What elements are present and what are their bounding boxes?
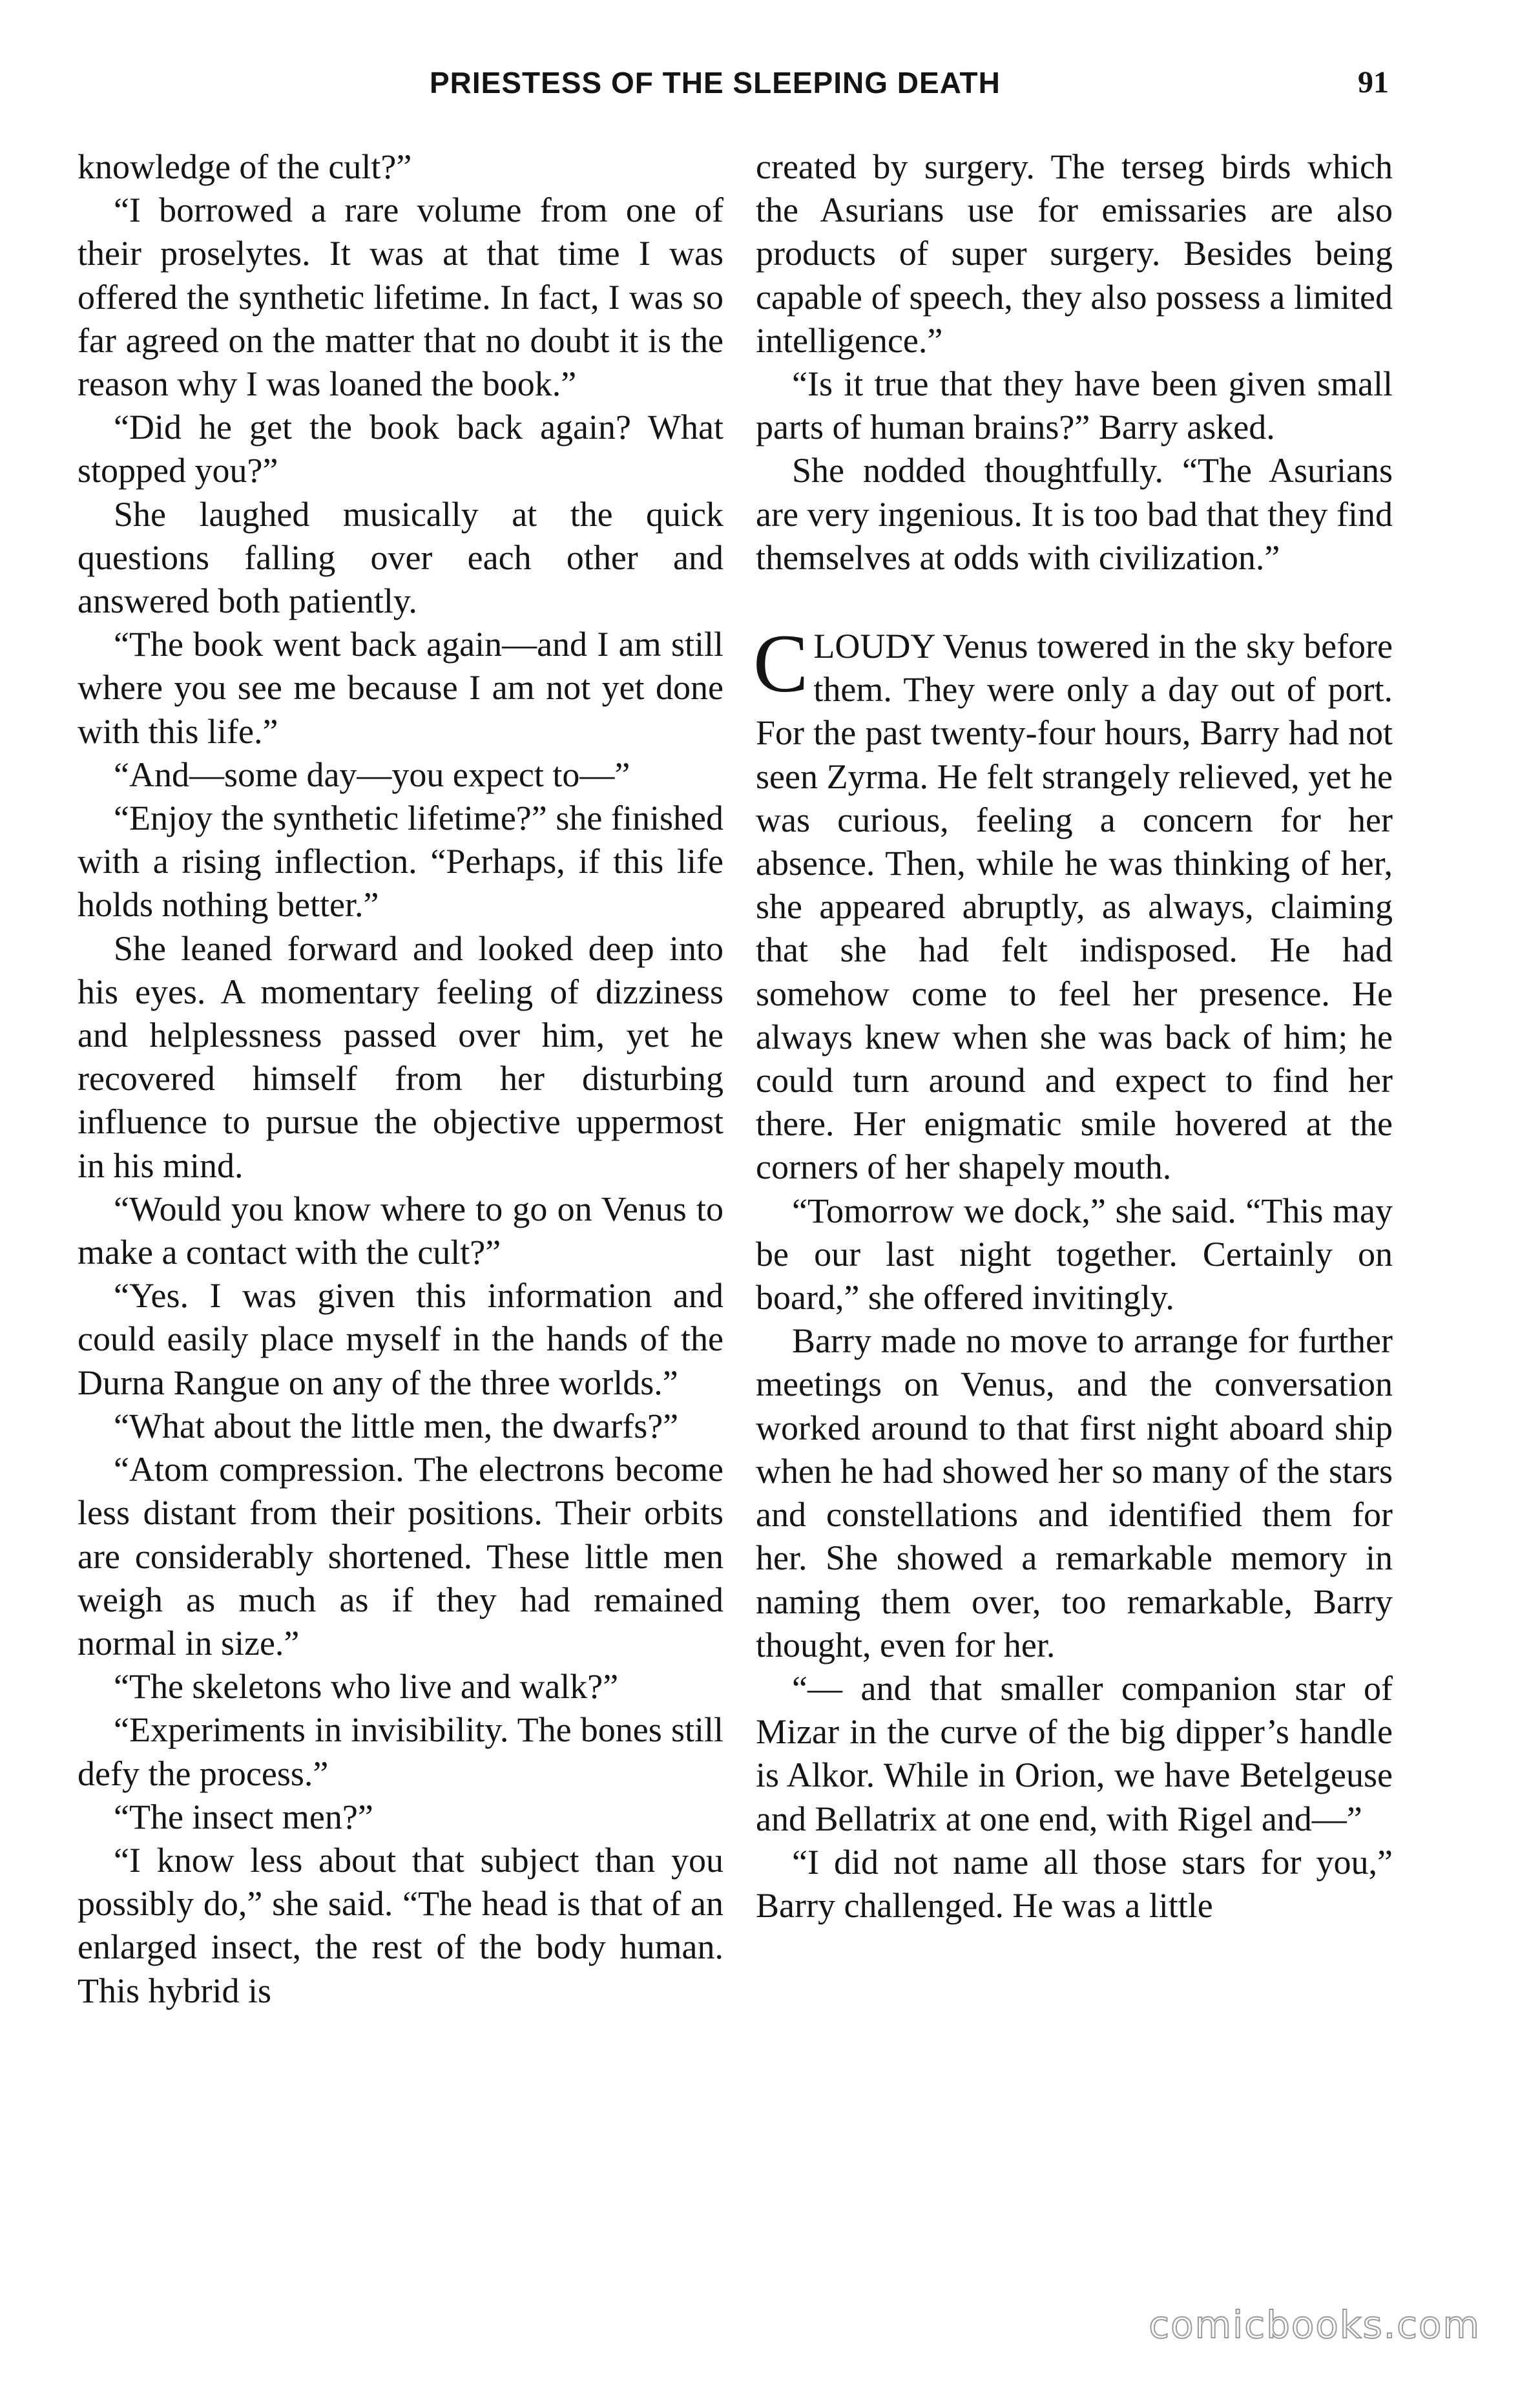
paragraph: She leaned forward and looked deep into his eyes. A momentary feeling of dizziness and helplessness passed over him, yet he recovered himself from her disturbing influence to pursue the objective uppermost in his mind. xyxy=(78,928,723,1185)
paragraph: “Tomorrow we dock,” she said. “This may be our last night together. Certainly on board,” she offered invitingly. xyxy=(756,1191,1393,1317)
running-head xyxy=(78,57,1389,109)
paragraph: “Did he get the book back again? What stopped you?” xyxy=(78,408,723,490)
right-column xyxy=(753,145,1393,1927)
paragraph: “What about the little men, the dwarfs?” xyxy=(114,1406,679,1445)
paragraph: “Is it true that they have been given small parts of human brains?” Barry asked. xyxy=(756,364,1393,447)
section-break xyxy=(756,580,1393,625)
paragraph: created by surgery. The terseg birds which the Asurians use for emissaries are also products of super surgery. Besides being capable of speech, they also possess a limited intelligence.” xyxy=(756,147,1393,360)
left-column xyxy=(78,145,723,2013)
paragraph: “Enjoy the synthetic lifetime?” she finished with a rising inflection. “Perhaps, if this life holds nothing better.” xyxy=(78,799,723,925)
paragraph: “I borrowed a rare volume from one of their proselytes. It was at that time I was offered the synthetic lifetime. In fact, I was so far agreed on the matter that no doubt it is the reason why I was loaned the book.” xyxy=(78,191,723,404)
paragraph: “Experiments in invisibility. The bones still defy the process.” xyxy=(78,1710,723,1793)
drop-cap: C xyxy=(753,618,809,710)
paragraph: knowledge of the cult?” xyxy=(78,147,412,186)
paragraph: “Atom compression. The electrons become less distant from their positions. Their orbits are considerably shortened. These little men weigh as much as if they had remained normal in size.” xyxy=(78,1450,723,1663)
paragraph: “The book went back again—and I am still where you see me because I am not yet done with this life.” xyxy=(78,625,723,751)
section-opening-paragraph xyxy=(753,618,1393,1190)
page-title: PRIESTESS OF THE SLEEPING DEATH xyxy=(430,66,1001,100)
page-number: 91 xyxy=(1358,65,1389,100)
section-opening-text: LOUDY Venus towered in the sky before them. They were only a day out of port. For the past twenty-four hours, Barry had not seen Zyrma. He felt strangely relieved, yet he was curious, feeling a concern for her absence. Then, while he was thinking of her, she appeared abruptly, as always, claiming that she had felt indisposed. He had somehow come to feel her presence. He always knew when she was back of him; he could turn around and expect to find her there. Her enigmatic smile hovered at the corners of her shapely mouth. xyxy=(756,627,1393,1187)
paragraph: Barry made no move to arrange for further meetings on Venus, and the conversation worked around to that first night aboard ship when he had showed her so many of the stars and constellations and identified them for her. She showed a remarkable memory in naming them over, too remarkable, Barry thought, even for her. xyxy=(756,1321,1393,1664)
paragraph: She laughed musically at the quick questions falling over each other and answered both patiently. xyxy=(78,494,723,621)
paragraph: “The insect men?” xyxy=(114,1797,373,1836)
paragraph: “Would you know where to go on Venus to make a contact with the cult?” xyxy=(78,1189,723,1272)
paragraph: She nodded thoughtfully. “The Asurians are very ingenious. It is too bad that they find themselves at odds with civilization.” xyxy=(756,451,1393,577)
watermark: comicbooks.com xyxy=(1149,2303,1481,2347)
paragraph: “The skeletons who live and walk?” xyxy=(114,1667,619,1706)
paragraph: “I know less about that subject than you possibly do,” she said. “The head is that of an enlarged insect, the rest of the body human. This hybrid is xyxy=(78,1840,723,2010)
paragraph: “Yes. I was given this information and could easily place myself in the hands of the Durna Rangue on any of the three worlds.” xyxy=(78,1276,723,1402)
paragraph: “And—some day—you expect to—” xyxy=(114,755,630,794)
paragraph: “I did not name all those stars for you,” Barry challenged. He was a little xyxy=(756,1842,1393,1925)
paragraph: “— and that smaller companion star of Mizar in the curve of the big dipper’s handle is Alkor. While in Orion, we have Betelgeuse and Bellatrix at one end, with Rigel and—” xyxy=(756,1668,1393,1838)
